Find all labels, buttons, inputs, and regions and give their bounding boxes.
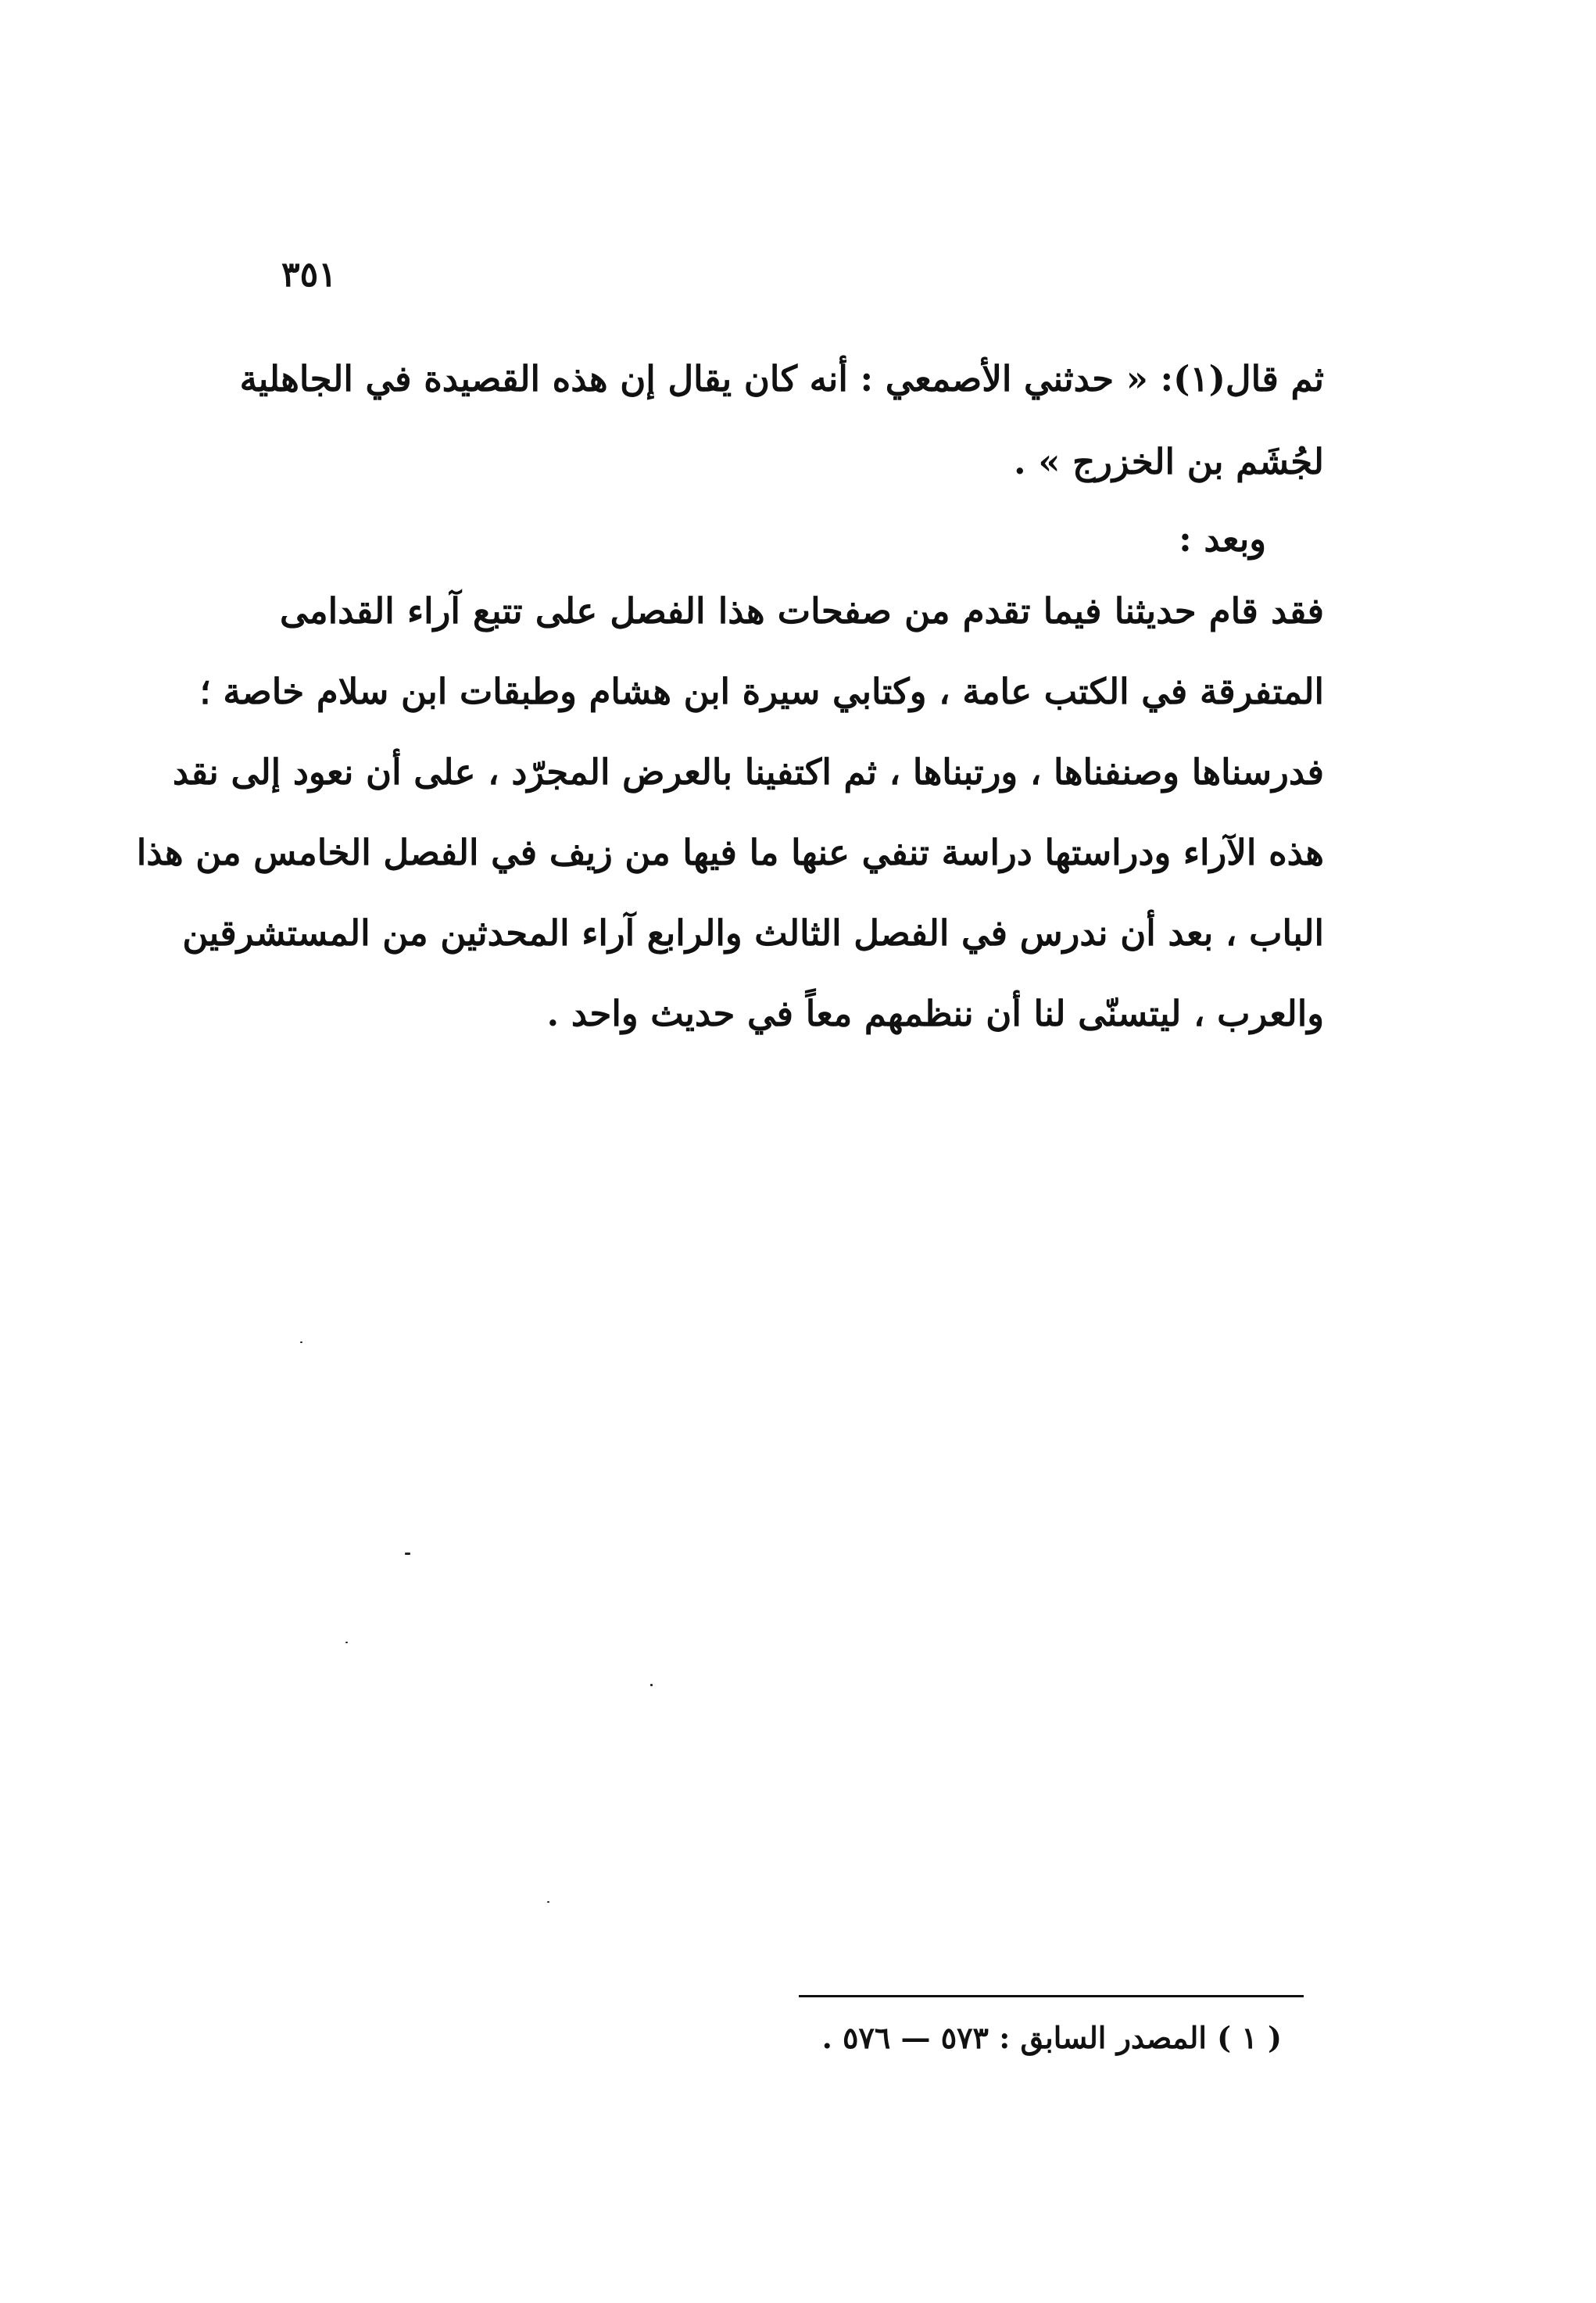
paragraph-line: فقد قام حديثنا فيما تقدم من صفحات هذا الفصل على تتبع آراء القدامى bbox=[280, 590, 1324, 632]
paragraph-line: هذه الآراء ودراستها دراسة تنفي عنها ما فيها من زيف في الفصل الخامس من هذا bbox=[136, 832, 1324, 873]
paragraph-line: المتفرقة في الكتب عامة ، وكتابي سيرة ابن هشام وطبقات ابن سلام خاصة ؛ bbox=[199, 671, 1324, 712]
scan-speck bbox=[345, 1642, 348, 1643]
quote-block bbox=[239, 338, 1324, 503]
paragraph-line: الباب ، بعد أن ندرس في الفصل الثالث والرابع آراء المحدثين من المستشرقين bbox=[182, 912, 1324, 954]
body-paragraph bbox=[136, 571, 1324, 1054]
scan-speck bbox=[547, 1901, 549, 1903]
scan-speck bbox=[650, 1684, 653, 1686]
scan-speck bbox=[405, 1553, 410, 1555]
quote-line: ثم قال(١): « حدثني الأصمعي : أنه كان يقال إن هذه القصيدة في الجاهلية bbox=[239, 358, 1324, 399]
paragraph-line: والعرب ، ليتسنّى لنا أن ننظمهم معاً في حديث واحد . bbox=[546, 993, 1324, 1034]
footnote: ( ١ ) المصدر السابق : ٥٧٣ — ٥٧٦ . bbox=[821, 2020, 1282, 2055]
page-number: ٣٥١ bbox=[281, 255, 337, 295]
scan-speck bbox=[300, 1341, 302, 1343]
transition-heading: وبعد : bbox=[1179, 518, 1266, 560]
footnote-divider bbox=[799, 1995, 1304, 1997]
paragraph-line: فدرسناها وصنفناها ، ورتبناها ، ثم اكتفينا بالعرض المجرّد ، على أن نعود إلى نقد bbox=[172, 751, 1324, 793]
quote-line: لجُشَم بن الخزرج » . bbox=[1014, 441, 1324, 482]
